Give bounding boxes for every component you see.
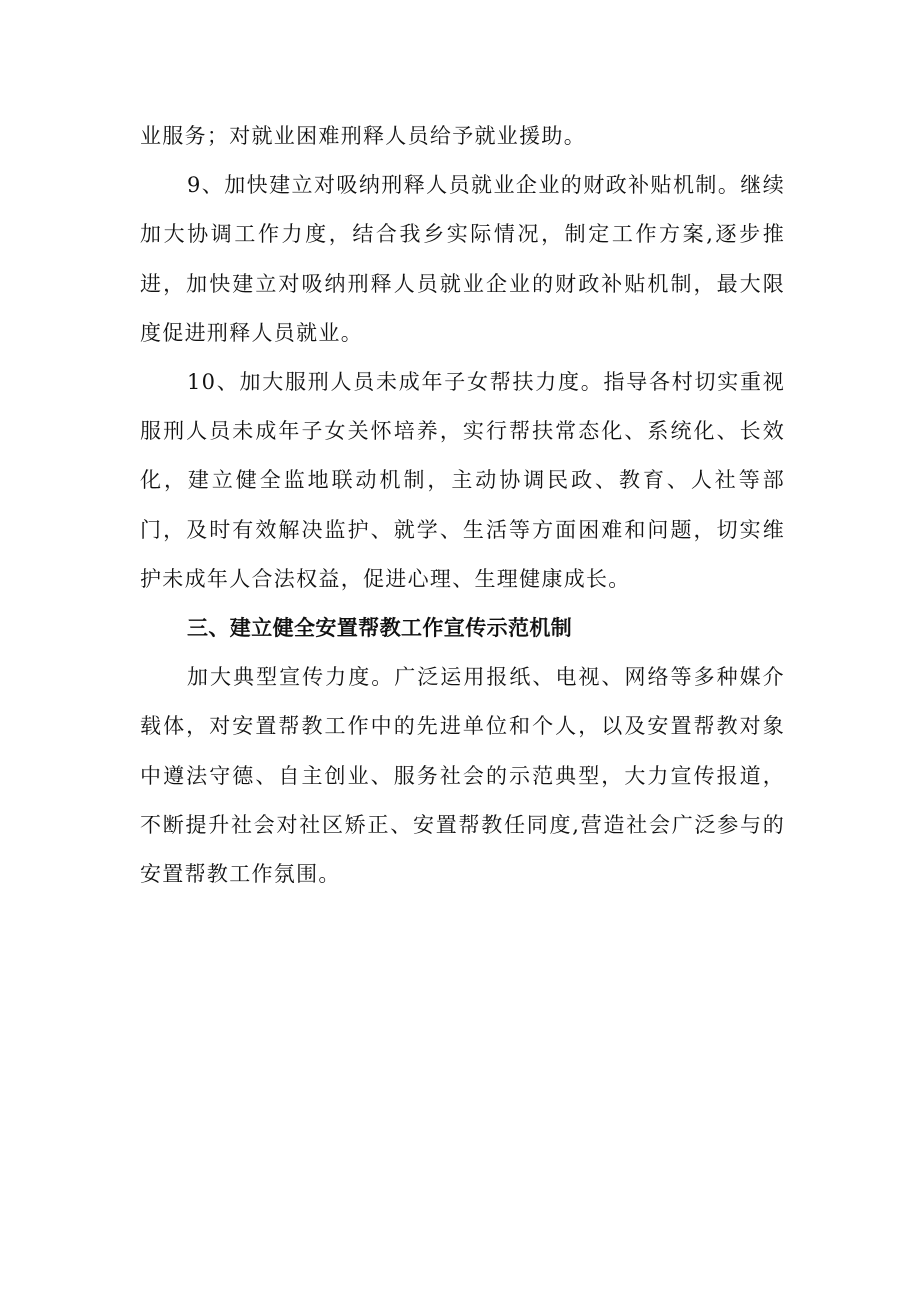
paragraph-section-three: 加大典型宣传力度。广泛运用报纸、电视、网络等多种媒介载体，对安置帮教工作中的先进单位和个人，以及安置帮教对象中遵法守德、自主创业、服务社会的示范典型，大力宣传报道，不断提升社会对社区矫正、安置帮教任同度,营造社会广泛参与的安置帮教工作氛围。	[140, 665, 785, 887]
paragraph-continuation: 业服务；对就业困难刑释人员给予就业援助。	[140, 124, 586, 148]
paragraph-item-9: 9、加快建立对吸纳刑释人员就业企业的财政补贴机制。继续加大协调工作力度，结合我乡实际情况，制定工作方案,逐步推进，加快建立对吸纳刑释人员就业企业的财政补贴机制，最大限度促进刑释人员就业。	[140, 173, 785, 345]
document-body	[140, 112, 785, 899]
paragraph-item-10: 10、加大服刑人员未成年子女帮扶力度。指导各村切实重视服刑人员未成年子女关怀培养，实行帮扶常态化、系统化、长效化，建立健全监地联动机制，主动协调民政、教育、人社等部门，及时有效解决监护、就学、生活等方面困难和问题，切实维护未成年人合法权益，促进心理、生理健康成长。	[140, 370, 785, 591]
section-heading: 三、建立健全安置帮教工作宣传示范机制	[187, 616, 573, 641]
